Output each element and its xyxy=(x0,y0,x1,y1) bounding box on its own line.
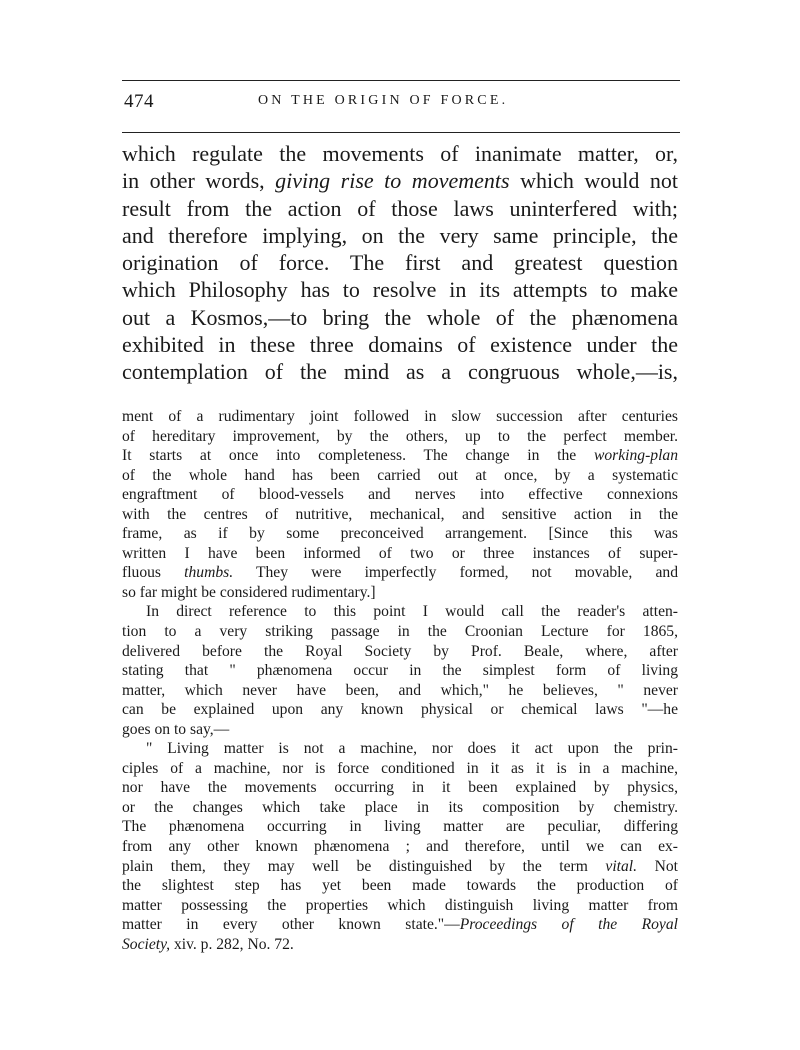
footnote-line xyxy=(122,661,678,681)
text-run: ciples of a machine, nor is force conditioned in it as it is in a machine, xyxy=(122,759,678,777)
footnote-line xyxy=(122,466,678,486)
main-text-line xyxy=(122,358,678,385)
text-run: Not xyxy=(637,857,678,875)
text-run: or the changes which take place in its composition by chemistry. xyxy=(122,798,678,816)
text-run: frame, as if by some preconceived arrangement. [Since this was xyxy=(122,525,678,543)
footnote-line xyxy=(122,427,678,447)
main-text-block xyxy=(122,140,678,386)
italic-run: Proceedings of the Royal xyxy=(459,916,678,934)
italic-run: working-plan xyxy=(593,447,678,465)
text-run: the slightest step has yet been made towards the production of xyxy=(122,877,678,895)
footnote-line xyxy=(122,876,678,896)
text-run: origination of force. The first and greatest question xyxy=(122,250,678,276)
text-run: stating that " phænomena occur in the simplest form of living xyxy=(122,662,678,680)
text-run: nor have the movements occurring in it been explained by physics, xyxy=(122,779,678,797)
footnote-line xyxy=(122,759,678,779)
italic-run: giving rise to movements xyxy=(275,168,510,194)
footnote-line xyxy=(122,407,678,427)
footnote-line xyxy=(122,524,678,544)
running-head: ON THE ORIGIN OF FORCE. xyxy=(258,93,509,108)
text-run: It starts at once into completeness. The change in the xyxy=(122,447,594,465)
italic-run: vital. xyxy=(605,857,638,875)
text-run: from any other known phænomena ; and therefore, until we can ex- xyxy=(122,838,678,856)
text-run: The phænomena occurring in living matter are peculiar, differing xyxy=(122,818,678,836)
main-text-line xyxy=(122,276,678,303)
footnote-line xyxy=(122,602,678,622)
footnote-line xyxy=(122,739,678,759)
footnote-line xyxy=(122,935,678,955)
text-run: result from the action of those laws uninterfered with; xyxy=(122,195,678,221)
text-run: in other words, xyxy=(122,168,276,194)
text-run: which would not xyxy=(509,168,678,194)
footnote-line xyxy=(122,446,678,466)
footnote-line xyxy=(122,505,678,525)
text-run: " Living matter is not a machine, nor does it act upon the prin- xyxy=(146,740,678,758)
text-run: which Philosophy has to resolve in its attempts to make xyxy=(122,277,678,303)
text-run: exhibited in these three domains of existence under the xyxy=(122,332,678,358)
footnote-line xyxy=(122,622,678,642)
text-run: ment of a rudimentary joint followed in slow succession after centuries xyxy=(122,408,678,425)
italic-run: Society, xyxy=(122,935,171,953)
text-run: fluous xyxy=(122,564,185,582)
text-run: delivered before the Royal Society by Prof. Beale, where, after xyxy=(122,642,678,660)
text-run: of the whole hand has been carried out at once, by a systematic xyxy=(122,466,678,484)
text-run: matter possessing the properties which distinguish living matter from xyxy=(122,896,678,914)
footnote-line xyxy=(122,720,678,740)
text-run: contemplation of the mind as a congruous whole,—is, xyxy=(122,359,678,385)
main-text-line xyxy=(122,222,678,249)
footnote-line xyxy=(122,798,678,818)
footnote-block xyxy=(122,407,678,954)
footnote-line xyxy=(122,563,678,583)
text-run: engraftment of blood-vessels and nerves into effective connexions xyxy=(122,486,678,504)
text-run: In direct reference to this point I would call the reader's atten- xyxy=(146,603,678,621)
text-run: written I have been informed of two or three instances of super- xyxy=(122,544,678,562)
footnote-line xyxy=(122,915,678,935)
main-text-line xyxy=(122,195,678,222)
main-text-line xyxy=(122,331,678,358)
footnote-line xyxy=(122,642,678,662)
text-run: matter, which never have been, and which," he believes, " never xyxy=(122,681,678,699)
footnote-line xyxy=(122,700,678,720)
main-text-line xyxy=(122,140,678,167)
footnote-line xyxy=(122,857,678,877)
footnote-line xyxy=(122,817,678,837)
text-run: matter in every other known state."— xyxy=(122,916,460,934)
footnote-line xyxy=(122,837,678,857)
main-text-line xyxy=(122,249,678,276)
text-run: goes on to say,— xyxy=(122,720,230,738)
text-run: out a Kosmos,—to bring the whole of the phænomena xyxy=(122,304,678,330)
text-run: so far might be considered rudimentary.] xyxy=(122,583,376,601)
text-run: can be explained upon any known physical or chemical laws "—he xyxy=(122,701,678,719)
main-text-line xyxy=(122,167,678,194)
text-run: with the centres of nutritive, mechanical, and sensitive action in the xyxy=(122,505,678,523)
footnote-line xyxy=(122,896,678,916)
main-text-line xyxy=(122,304,678,331)
footnote-line xyxy=(122,583,678,603)
page-number: 474 xyxy=(124,91,154,112)
text-run: and therefore implying, on the very same principle, the xyxy=(122,222,678,248)
footnote-line xyxy=(122,778,678,798)
italic-run: thumbs. xyxy=(184,564,234,582)
header-rule-bottom xyxy=(122,132,680,133)
text-run: plain them, they may well be distinguished by the term xyxy=(122,857,606,875)
footnote-line xyxy=(122,544,678,564)
text-run: tion to a very striking passage in the Croonian Lecture for 1865, xyxy=(122,623,678,641)
text-run: xiv. p. 282, No. 72. xyxy=(170,935,294,953)
text-run: of hereditary improvement, by the others, up to the perfect member. xyxy=(122,427,678,445)
text-run: which regulate the movements of inanimate matter, or, xyxy=(122,141,678,166)
header-rule-top xyxy=(122,80,680,81)
text-run: They were imperfectly formed, not movable, and xyxy=(233,564,678,582)
footnote-line xyxy=(122,485,678,505)
footnote-line xyxy=(122,681,678,701)
